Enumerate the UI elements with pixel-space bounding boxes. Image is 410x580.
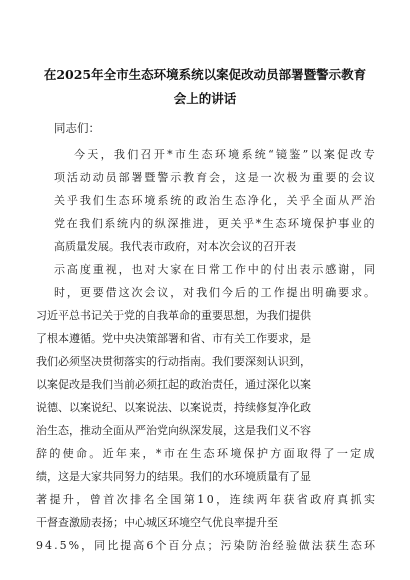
document-title-line-1: 在2025年全市生态环境系统以案促改动员部署暨警示教育 [43,67,367,82]
salutation: 同志们： [54,121,100,135]
document-title-line-2: 会上的讲话 [173,91,237,106]
body-line: 干督查激励表扬；中心城区环境空气优良率提升至 [36,516,278,529]
body-line: 示高度重视，也对大家在日常工作中的付出表示感谢，同 [54,263,377,276]
body-line: 说德、以案说纪、以案说法、以案说责，持续修复净化政 [36,401,311,414]
body-line: 以案促改是我们当前必须扛起的政治责任，通过深化以案 [36,378,311,391]
body-line: 治生态，推动全面从严治党向纵深发展，这是我们义不容 [36,424,311,437]
body-line: 了根本遵循。党中央决策部署和省、市有关工作要求，是 [36,332,311,345]
body-line: 今天，我们召开*市生态环境系统“镜鉴”以案促改专 [74,148,378,161]
body-line: 时，更要借这次会议，对我们今后的工作提出明确要求。 [54,286,377,299]
body-line: 94.5%，同比提高6个百分点；污染防治经验做法获生态环 [36,539,377,552]
body-line: 项活动动员部署暨警示教育会，这是一次极为重要的会议 [54,171,377,184]
body-line: 辞的使命。近年来，*市在生态环境保护方面取得了一定成 [36,447,377,460]
body-line: 关乎我们生态环境系统的政治生态净化，关乎全面从严治 [54,194,377,207]
body-line: 高质量发展。我代表市政府，对本次会议的召开表 [54,240,296,253]
body-line: 著提升，曾首次排名全国第10，连续两年获省政府真抓实 [36,493,378,506]
body-line: 绩，这是大家共同努力的结果。我们的水环境质量有了显 [36,470,311,483]
body-line: 党在我们系统内的纵深推进，更关乎*生态环境保护事业的 [54,217,377,230]
body-line: 我们必须坚决贯彻落实的行动指南。我们要深刻认识到， [36,355,311,368]
body-line: 习近平总书记关于党的自我革命的重要思想，为我们提供 [36,309,311,322]
